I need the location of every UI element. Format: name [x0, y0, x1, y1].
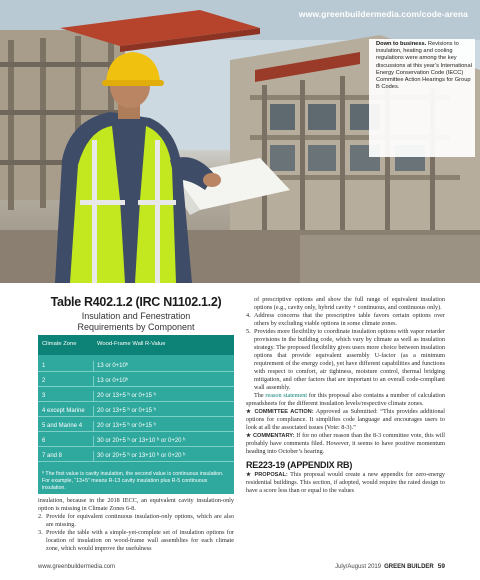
table-row: [38, 421, 234, 432]
list-number: 3.: [38, 529, 43, 536]
list-number: 2.: [38, 513, 43, 520]
list-number: 4.: [246, 312, 251, 319]
page-footer: [0, 560, 480, 580]
cell-r-value: 20 or 13+5 ʰ or 0+15 ʰ: [97, 408, 156, 414]
proposal-label: ★ PROPOSAL:: [246, 472, 288, 478]
table-row: [38, 391, 234, 402]
table-header-row: [38, 335, 234, 355]
committee-action-label: ★ COMMITTEE ACTION:: [246, 409, 314, 415]
cell-r-value: 20 or 13+5 ʰ or 0+15 ʰ: [97, 423, 156, 429]
cell-climate-zone: 2: [42, 378, 46, 384]
list-item: [38, 513, 234, 529]
cell-climate-zone: 3: [42, 393, 46, 399]
header-wall-r-value: Wood-Frame Wall R-Value: [97, 341, 166, 347]
table-title: Table R402.1.2 (IRC N1102.1.2): [50, 295, 222, 309]
insulation-table: [38, 335, 234, 494]
list-text: Provides more flexibility to coordinate insulation options with vapor retarder provisions in the building code, which vary by climate as well as insulation strategy. The proposed flexibility gives users more choice between insulation options that provide equivalent assembly U-factor (as a minimum requirement of the energy code), yet have different capabilities and functions with respect to comfort, air tightness, moisture control, thermal bridging mitigation, and other factors that are important to an overall code-compliant wall assembly.: [254, 328, 445, 391]
hero-photo: [0, 0, 480, 283]
list-item: [38, 529, 234, 553]
header-url[interactable]: www.greenbuildermedia.com/code-arena: [298, 9, 468, 19]
reason-pre: The: [254, 392, 266, 399]
table-row: [38, 451, 234, 462]
cell-climate-zone: 6: [42, 438, 46, 444]
cell-climate-zone: 1: [42, 363, 46, 369]
cell-climate-zone: 5 and Marine 4: [42, 423, 83, 429]
left-column: [38, 497, 234, 553]
section-heading: RE223-19 (APPENDIX RB): [246, 460, 353, 470]
cell-climate-zone: 4 except Marine: [42, 408, 85, 414]
commentary-label: ★ COMMENTARY:: [246, 433, 295, 439]
reason-paragraph: [246, 392, 445, 408]
table-row: [38, 376, 234, 387]
list-text: Provide for equivalent continuous insulation-only options, which are also are missing.: [46, 513, 234, 528]
table-row: [38, 406, 234, 417]
left-intro-paragraph: insulation, because in the 2018 IECC, an equivalent cavity insulation-only option is missing in Climate Zones 6-8.: [38, 497, 234, 512]
list-item: [246, 328, 445, 392]
commentary-paragraph: [246, 432, 445, 456]
footer-url[interactable]: www.greenbuildermedia.com: [38, 564, 116, 570]
list-text: Provide the table with a simple-yet-complete set of insulation options for location of insulation on wood-frame wall assemblies for each climate zone, which would improve the usefulness: [46, 529, 234, 552]
cell-r-value: 30 or 20+5 ʰ or 13+10 ʰ or 0+20 ʰ: [97, 453, 186, 459]
table-subtitle-line-2: Requirements by Component: [77, 322, 195, 332]
committee-action-text: Approved as Submitted: “This provides additional options for compliance. It simplifies code language and encourages users to look at all the associated issues (Vote: 8-3).”: [246, 408, 446, 431]
footer-right: [335, 563, 445, 570]
cell-r-value: 30 or 20+5 ʰ or 13+10 ʰ or 0+20 ʰ: [97, 438, 186, 444]
list-item: [246, 312, 445, 328]
committee-action-paragraph: [246, 408, 445, 432]
photo-caption: [376, 41, 472, 91]
reason-post: for this proposal also contains a number of calculation spreadsheets for the different insulation levels/respective climate zones.: [246, 392, 446, 407]
list-text: Address concerns that the prescriptive table favors certain options over others by excluding viable options in some climate zones.: [254, 312, 445, 327]
list-number: 5.: [246, 328, 251, 335]
cell-climate-zone: 7 and 8: [42, 453, 63, 459]
table-subtitle: [38, 311, 234, 333]
commentary-text: If for no other reason than the 8-3 committee vote, this will probably have comments filed. However, it seems to have positive momentum heading into October’s hearing.: [246, 432, 445, 455]
footer-date: July/August 2019: [335, 564, 382, 570]
proposal-text: This proposal would create a new appendix for zero-energy residential buildings. This section, if adopted, would require the rated design to have a score less than or equal to the values: [246, 471, 446, 494]
cell-r-value: 20 or 13+5 ʰ or 0+15 ʰ: [97, 393, 156, 399]
proposal-paragraph: [246, 471, 445, 495]
cell-r-value: 13 or 0+10ʰ: [97, 378, 129, 384]
reason-statement-link[interactable]: reason statement: [265, 392, 308, 399]
right-intro-paragraph: of prescriptive options and show the full range of equivalent insulation options (e.g., cavity only, hybrid cavity + continuous, and continuous only).: [254, 296, 445, 311]
right-column: [246, 296, 445, 495]
table-row: [38, 436, 234, 447]
cell-r-value: 13 or 0+10ʰ: [97, 363, 129, 369]
table-footnote: ʰ The first value is cavity insulation, the second value is continuous insulation. For example, “13+5” means R-13 cavity insulation plus R-5 continuous insulation.: [42, 471, 224, 491]
caption-lead: Down to business.: [376, 41, 427, 47]
page-number: 59: [437, 563, 445, 570]
table-row: [38, 361, 234, 372]
footer-brand: GREEN BUILDER: [384, 564, 434, 570]
caption-text: Revisions to insulation, heating and cooling regulations were among the key discussions at this year’s International Energy Conservation Code (IECC) Committee Action Hearings for Group B Codes.: [376, 41, 472, 91]
table-subtitle-line-1: Insulation and Fenestration: [81, 311, 191, 321]
header-climate-zone: Climate Zone: [42, 341, 77, 347]
